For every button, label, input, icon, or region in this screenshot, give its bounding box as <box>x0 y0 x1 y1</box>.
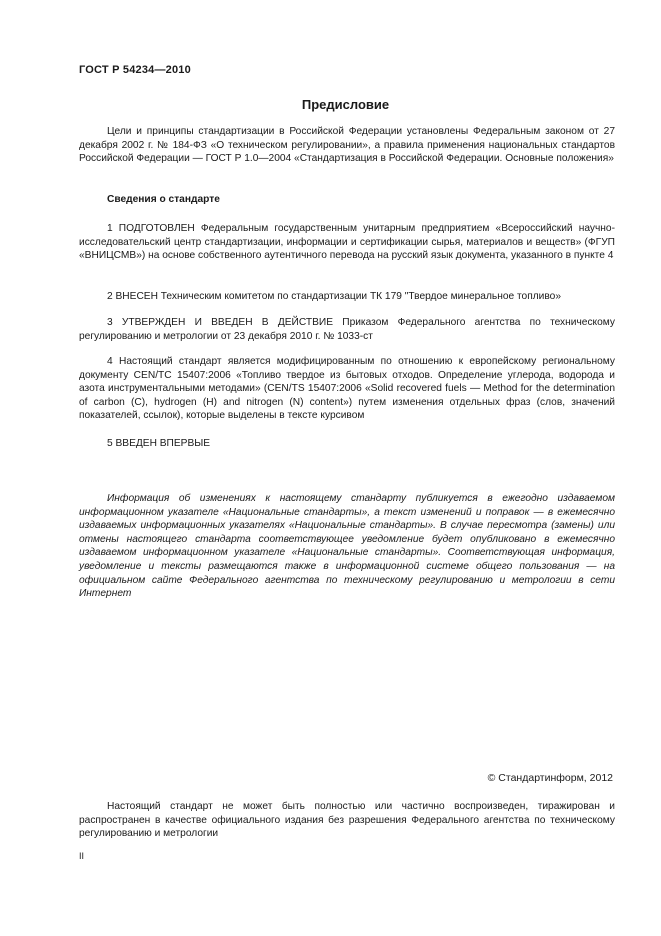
item-4 <box>79 355 615 423</box>
reproduction-note-text: Настоящий стандарт не может быть полностью или частично воспроизведен, тиражирован и распространен в качестве официального издания без разрешения Федерального агентства по техническому регулированию и метрологии <box>79 801 615 840</box>
page-number: II <box>79 851 85 861</box>
item-2-text: 2 ВНЕСЕН Техническим комитетом по стандартизации ТК 179 "Твердое минеральное топливо» <box>107 291 562 302</box>
info-note-text: Информация об изменениях к настоящему стандарту публикуется в ежегодно издаваемом информационном указателе «Национальные стандарты», а текст изменений и поправок — в ежемесячно издаваемых информационных указателях «Национальные стандарты». В случае пересмотра (замены) или отмены настоящего стандарта соответствующее уведомление будет опубликовано в ежемесячно издаваемом информационном указателе «Национальные стандарты». Соответствующая информация, уведомление и тексты размещаются также в информационной системе общего пользования — на официальном сайте Федерального агентства по техническому регулированию и метрологии в сети Интернет <box>79 493 615 600</box>
item-3-text: 3 УТВЕРЖДЕН И ВВЕДЕН В ДЕЙСТВИЕ Приказом Федерального агентства по техническому регулированию и метрологии от 23 декабря 2010 г. № 1033-ст <box>79 317 615 342</box>
item-1-text: 1 ПОДГОТОВЛЕН Федеральным государственным унитарным предприятием «Всероссийский научно-исследовательский центр стандартизации, информации и сертификации сырья, материалов и веществ» (ФГУП «ВНИЦСМВ») на основе собственного аутентичного перевода на русский язык документа, указанного в пункте 4 <box>79 223 615 262</box>
page-title: Предисловие <box>301 97 390 112</box>
item-4-text: 4 Настоящий стандарт является модифицированным по отношению к европейскому региональному документу CEN/TC 15407:2006 «Топливо твердое из бытовых отходов. Определение углерода, водорода и азота инструментальными методами» (CEN/TS 15407:2006 «Solid recovered fuels — Method for the determination of carbon (C), hydrogen (H) and nitrogen (N) content») путем изменения отдельных фраз (слов, значений показателей, ссылок), которые выделены в тексте курсивом <box>79 356 615 422</box>
item-3 <box>79 316 615 343</box>
intro-paragraph <box>79 125 615 166</box>
item-1 <box>79 222 615 263</box>
info-note <box>79 492 615 601</box>
copyright: © Стандартинформ, 2012 <box>487 772 613 784</box>
intro-text: Цели и принципы стандартизации в Российской Федерации установлены Федеральным законом от 27 декабря 2002 г. № 184-ФЗ «О техническом регулировании», а правила применения национальных стандартов Российской Федерации — ГОСТ Р 1.0—2004 «Стандартизация в Российской Федерации. Основные положения» <box>79 126 615 165</box>
reproduction-note <box>79 800 615 841</box>
section-heading: Сведения о стандарте <box>107 194 220 205</box>
item-5-text: 5 ВВЕДЕН ВПЕРВЫЕ <box>107 438 211 449</box>
item-2 <box>79 290 615 304</box>
document-header: ГОСТ Р 54234—2010 <box>79 64 191 76</box>
item-5 <box>79 437 615 451</box>
